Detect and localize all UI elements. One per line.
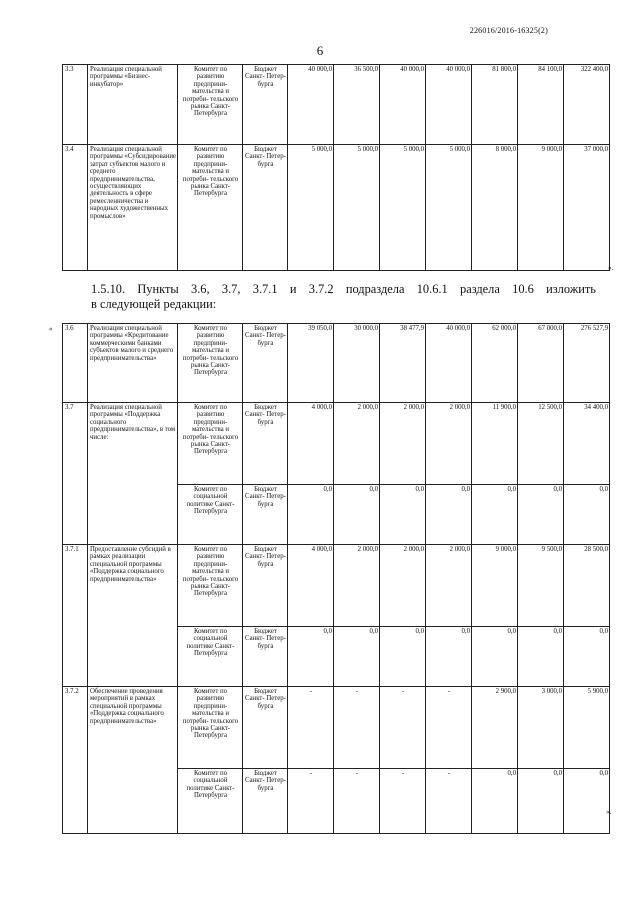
paragraph-word: подраздела	[345, 282, 405, 296]
program-name: Предоставление субсидий в рамках реализации специальной программы «Поддержка социального предпринимательства»	[88, 545, 178, 687]
value-cell: 0,0	[426, 627, 472, 687]
paragraph-word: Пункты	[137, 282, 179, 296]
value-cell: 28 500,0	[564, 545, 610, 627]
value-cell: 4 000,0	[288, 403, 334, 485]
value-cell: 34 400,0	[564, 403, 610, 485]
value-cell: 2 900,0	[472, 687, 518, 769]
value-cell: -	[334, 687, 380, 769]
value-cell: 0,0	[564, 627, 610, 687]
row-number: 3.6	[63, 324, 88, 403]
responsible-committee: Комитет по развитию предприни- мательства и потреби- тельского рынка Санкт- Петербурга	[178, 687, 243, 769]
value-cell: 40 000,0	[426, 324, 472, 403]
funding-source: Бюджет Санкт- Петер- бурга	[243, 687, 288, 769]
value-cell: 9 500,0	[518, 545, 564, 627]
funding-source: Бюджет Санкт- Петер- бурга	[243, 324, 288, 403]
value-cell: 2 000,0	[426, 545, 472, 627]
program-name: Реализация специальной программы «Кредитование коммерческими банками субъектов малого и среднего предпринимательства»	[88, 324, 178, 403]
value-cell: 0,0	[472, 769, 518, 834]
value-cell: 38 477,9	[380, 324, 426, 403]
row-number: 3.3	[63, 65, 88, 145]
amendment-paragraph	[91, 282, 596, 312]
value-cell: 0,0	[518, 485, 564, 545]
table-b-start-mark: «	[49, 325, 53, 333]
responsible-committee: Комитет по развитию предприни- мательства и потреби- тельского рынка Санкт- Петербурга	[178, 65, 243, 145]
value-cell: 3 000,0	[518, 687, 564, 769]
table-a-end-mark: ».	[608, 264, 614, 272]
table-row	[63, 545, 610, 627]
value-cell: 5 000,0	[380, 145, 426, 271]
value-cell: 37 000,0	[564, 145, 610, 271]
value-cell: 40 000,0	[288, 65, 334, 145]
value-cell: 40 000,0	[380, 65, 426, 145]
paragraph-word: 3.7,	[221, 282, 241, 296]
value-cell: 0,0	[288, 627, 334, 687]
table-programs-b	[62, 323, 610, 834]
funding-source: Бюджет Санкт- Петер- бурга	[243, 485, 288, 545]
funding-source: Бюджет Санкт- Петер- бурга	[243, 65, 288, 145]
document-number: 226016/2016-16325(2)	[469, 26, 548, 35]
responsible-committee: Комитет по развитию предприни- мательства и потреби- тельского рынка Санкт- Петербурга	[178, 403, 243, 485]
value-cell: 39 050,0	[288, 324, 334, 403]
table-programs-a	[62, 64, 610, 271]
value-cell: 2 000,0	[380, 545, 426, 627]
row-number: 3.7	[63, 403, 88, 545]
value-cell: -	[380, 687, 426, 769]
responsible-committee: Комитет по развитию предприни- мательства и потреби- тельского рынка Санкт- Петербурга	[178, 545, 243, 627]
funding-source: Бюджет Санкт- Петер- бурга	[243, 627, 288, 687]
value-cell: 0,0	[334, 627, 380, 687]
value-cell: -	[426, 687, 472, 769]
table-row	[63, 324, 610, 403]
paragraph-word: 3.7.2	[308, 282, 334, 296]
paragraph-word: и	[289, 282, 297, 296]
value-cell: 12 500,0	[518, 403, 564, 485]
paragraph-word: раздела	[460, 282, 500, 296]
value-cell: 5 000,0	[288, 145, 334, 271]
value-cell: 67 000,0	[518, 324, 564, 403]
value-cell: 322 400,0	[564, 65, 610, 145]
value-cell: -	[426, 769, 472, 834]
responsible-committee: Комитет по социальной политике Санкт- Петербурга	[178, 485, 243, 545]
table-row	[63, 65, 610, 145]
row-number: 3.4	[63, 145, 88, 271]
paragraph-word: 1.5.10.	[91, 282, 126, 296]
value-cell: 84 100,0	[518, 65, 564, 145]
responsible-committee: Комитет по социальной политике Санкт- Петербурга	[178, 627, 243, 687]
table-a-body	[63, 65, 610, 271]
value-cell: 30 000,0	[334, 324, 380, 403]
responsible-committee: Комитет по развитию предприни- мательства и потреби- тельского рынка Санкт- Петербурга	[178, 145, 243, 271]
page-number: 6	[316, 43, 324, 58]
value-cell: -	[288, 687, 334, 769]
responsible-committee: Комитет по развитию предприни- мательства и потреби- тельского рынка Санкт- Петербурга	[178, 324, 243, 403]
table-row	[63, 687, 610, 769]
value-cell: 62 000,0	[472, 324, 518, 403]
value-cell: 0,0	[564, 485, 610, 545]
value-cell: 0,0	[380, 485, 426, 545]
value-cell: 5 000,0	[426, 145, 472, 271]
paragraph-word: 3.7.1	[252, 282, 278, 296]
paragraph-word: изложить	[546, 282, 596, 296]
value-cell: 0,0	[472, 485, 518, 545]
paragraph-word: 10.6	[512, 282, 534, 296]
value-cell: -	[288, 769, 334, 834]
funding-source: Бюджет Санкт- Петер- бурга	[243, 403, 288, 485]
value-cell: -	[334, 769, 380, 834]
value-cell: 0,0	[288, 485, 334, 545]
value-cell: -	[380, 769, 426, 834]
program-name: Обеспечение проведения мероприятий в рамках специальной программы «Поддержка социального предпринимательства»	[88, 687, 178, 834]
value-cell: 36 500,0	[334, 65, 380, 145]
value-cell: 0,0	[564, 769, 610, 834]
table-b-end-mark: ».	[606, 808, 612, 816]
value-cell: 11 900,0	[472, 403, 518, 485]
value-cell: 2 000,0	[426, 403, 472, 485]
funding-source: Бюджет Санкт- Петер- бурга	[243, 545, 288, 627]
table-row	[63, 145, 610, 271]
responsible-committee: Комитет по социальной политике Санкт- Петербурга	[178, 769, 243, 834]
table-row	[63, 403, 610, 485]
funding-source: Бюджет Санкт- Петер- бурга	[243, 145, 288, 271]
value-cell: 2 000,0	[334, 403, 380, 485]
value-cell: 5 000,0	[334, 145, 380, 271]
value-cell: 0,0	[472, 627, 518, 687]
value-cell: 5 900,0	[564, 687, 610, 769]
program-name: Реализация специальной программы «Субсидирование затрат субъектов малого и среднего предпринимательства, осуществляющих деятельность в сфере ремесленничества и народных художественных промыслов»	[88, 145, 178, 271]
value-cell: 276 527,9	[564, 324, 610, 403]
value-cell: 2 000,0	[334, 545, 380, 627]
table-b-body	[63, 324, 610, 834]
paragraph-word: 10.6.1	[416, 282, 448, 296]
value-cell: 0,0	[380, 627, 426, 687]
value-cell: 2 000,0	[380, 403, 426, 485]
paragraph-word: 3.6,	[191, 282, 210, 296]
paragraph-line-2: в следующей редакции:	[91, 297, 217, 311]
value-cell: 0,0	[518, 627, 564, 687]
funding-source: Бюджет Санкт- Петер- бурга	[243, 769, 288, 834]
value-cell: 0,0	[518, 769, 564, 834]
row-number: 3.7.1	[63, 545, 88, 687]
value-cell: 40 000,0	[426, 65, 472, 145]
value-cell: 9 000,0	[518, 145, 564, 271]
value-cell: 4 000,0	[288, 545, 334, 627]
row-number: 3.7.2	[63, 687, 88, 834]
value-cell: 0,0	[334, 485, 380, 545]
paragraph-line-1	[91, 282, 596, 297]
value-cell: 0,0	[426, 485, 472, 545]
value-cell: 8 000,0	[472, 145, 518, 271]
value-cell: 81 800,0	[472, 65, 518, 145]
value-cell: 9 000,0	[472, 545, 518, 627]
program-name: Реализация специальной программы «Бизнес-инкубатор»	[88, 65, 178, 145]
program-name: Реализация специальной программы «Поддержка социального предпринимательства», в том числе:	[88, 403, 178, 545]
